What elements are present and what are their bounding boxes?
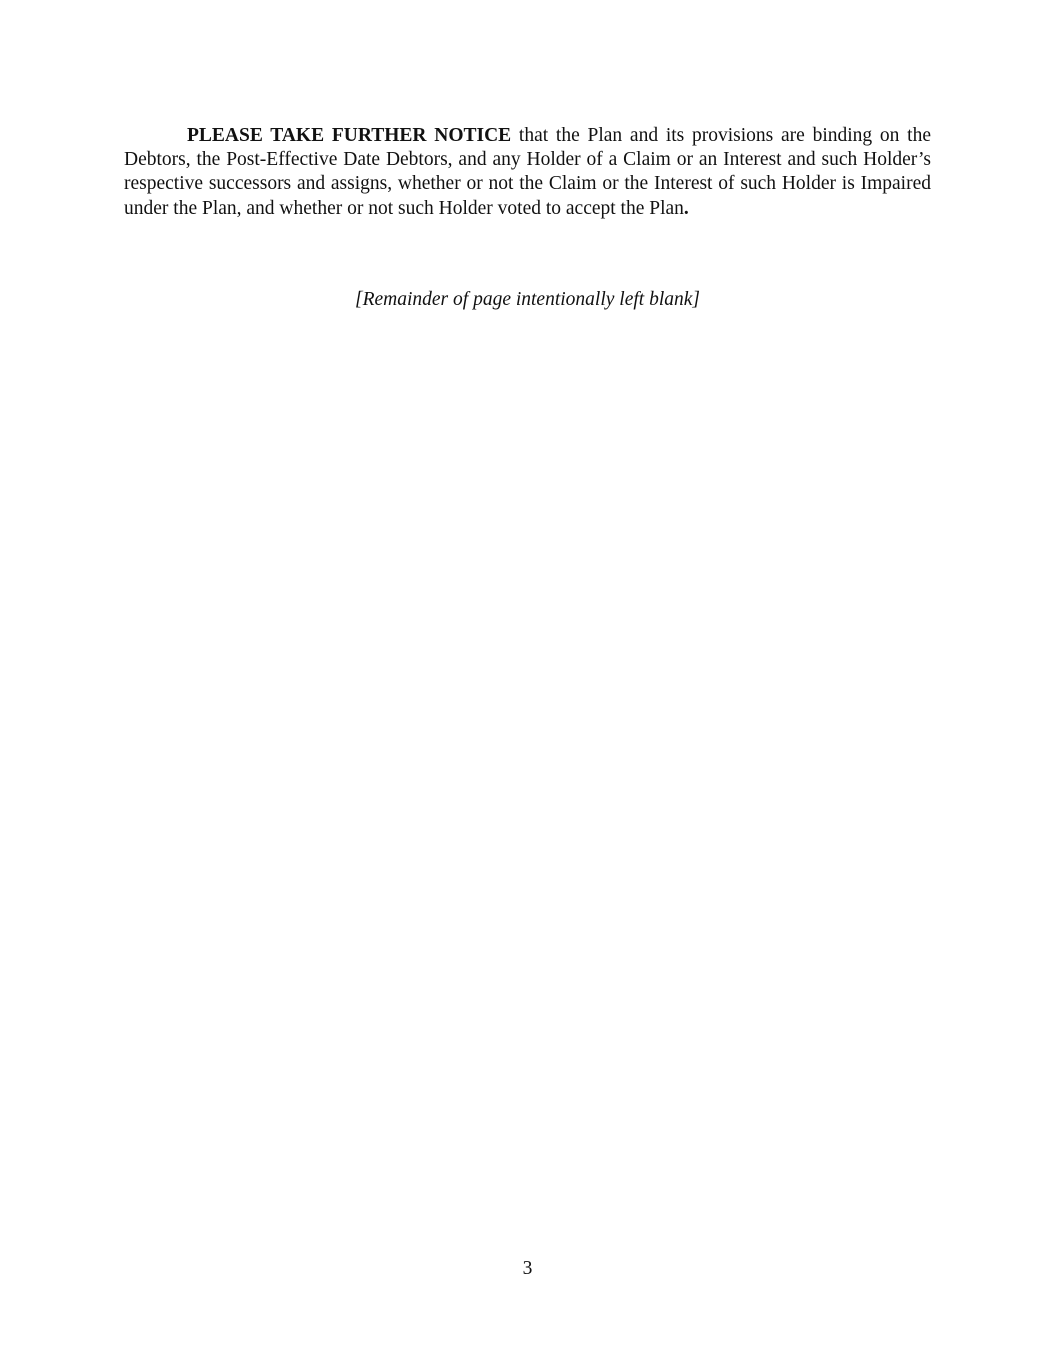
notice-terminal-period: . (683, 197, 689, 219)
notice-lead-heading: PLEASE TAKE FURTHER NOTICE (187, 125, 512, 146)
notice-body-text: that the Plan and its provisions are binding on the Debtors, the Post-Effective Date Debtors, and any Holder of a Claim or an Interest and such Holder’s respective successors and assigns, whether or not the Claim or the Interest of such Holder is Impaired under the Plan, and whether or not such Holder voted to accept the Plan (124, 125, 931, 219)
intentionally-blank-note: [Remainder of page intentionally left blank] (355, 289, 700, 310)
page-number: 3 (522, 1258, 533, 1279)
further-notice-paragraph (124, 124, 931, 221)
